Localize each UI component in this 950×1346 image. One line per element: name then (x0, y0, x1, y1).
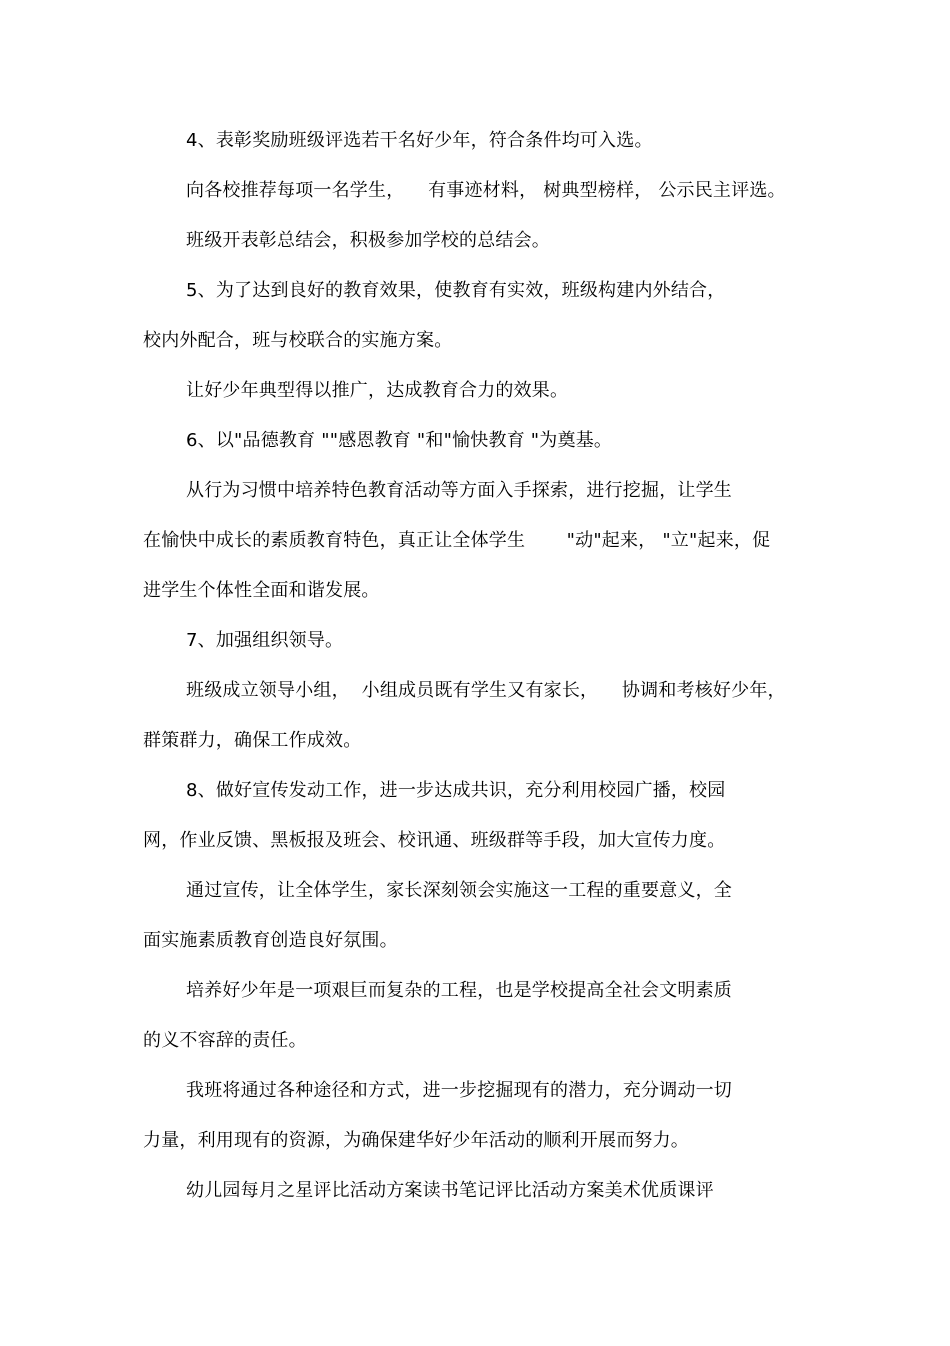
paragraph-line: 群策群力，确保工作成效。 (143, 730, 362, 751)
paragraph-line: 让好少年典型得以推广，达成教育合力的效果。 (186, 380, 569, 401)
paragraph-line: 我班将通过各种途径和方式，进一步挖掘现有的潜力，充分调动一切 (186, 1080, 732, 1101)
paragraph-line: 班级开表彰总结会，积极参加学校的总结会。 (186, 230, 550, 251)
paragraph-line: 幼儿园每月之星评比活动方案读书笔记评比活动方案美术优质课评 (186, 1180, 714, 1201)
paragraph-line: 通过宣传，让全体学生，家长深刻领会实施这一工程的重要意义，全 (186, 880, 732, 901)
paragraph-line: 网，作业反馈、黑板报及班会、校讯通、班级群等手段，加大宣传力度。 (143, 830, 726, 851)
paragraph-line: 4、表彰奖励班级评选若干名好少年，符合条件均可入选。 (186, 130, 653, 151)
paragraph-line: 班级成立领导小组， 小组成员既有学生又有家长， 协调和考核好少年， (186, 680, 786, 701)
paragraph-line: 7、加强组织领导。 (186, 630, 344, 651)
paragraph-line: 在愉快中成长的素质教育特色，真正让全体学生 "动"起来， "立"起来，促 (143, 530, 771, 551)
paragraph-line: 培养好少年是一项艰巨而复杂的工程，也是学校提高全社会文明素质 (186, 980, 732, 1001)
paragraph-line: 力量，利用现有的资源，为确保建华好少年活动的顺利开展而努力。 (143, 1130, 689, 1151)
paragraph-line: 8、做好宣传发动工作，进一步达成共识，充分利用校园广播，校园 (186, 780, 726, 801)
paragraph-line: 进学生个体性全面和谐发展。 (143, 580, 380, 601)
paragraph-line: 向各校推荐每项一名学生， 有事迹材料， 树典型榜样， 公示民主评选。 (186, 180, 786, 201)
paragraph-line: 的义不容辞的责任。 (143, 1030, 307, 1051)
paragraph-line: 校内外配合，班与校联合的实施方案。 (143, 330, 453, 351)
paragraph-line: 从行为习惯中培养特色教育活动等方面入手探索，进行挖掘，让学生 (186, 480, 732, 501)
paragraph-line: 6、以"品德教育 ""感恩教育 "和"愉快教育 "为奠基。 (186, 430, 613, 451)
paragraph-line: 5、为了达到良好的教育效果，使教育有实效，班级构建内外结合， (186, 280, 726, 301)
paragraph-line: 面实施素质教育创造良好氛围。 (143, 930, 398, 951)
